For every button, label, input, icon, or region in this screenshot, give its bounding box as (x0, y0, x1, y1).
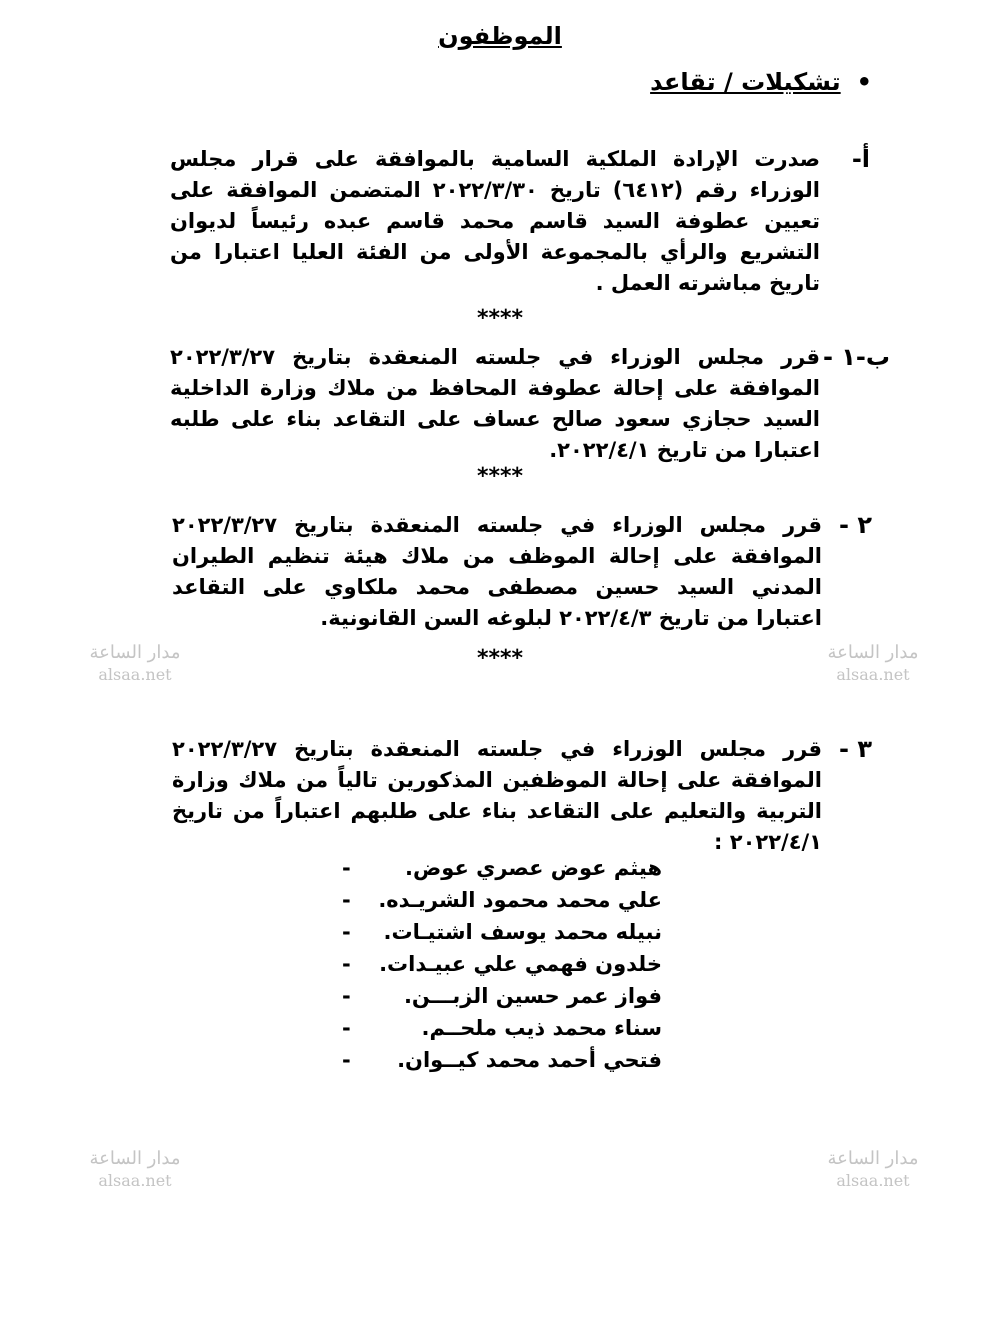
paragraph-b3-text: قرر مجلس الوزراء في جلسته المنعقدة بتاريخ ٢٠٢٢/٣/٢٧ الموافقة على إحالة الموظفين المذكورين تالياً من ملاك وزارة التربية والتعليم على التقاعد بناء على طلبهم اعتباراً من تاريخ ٢٠٢٢/٤/١ : (172, 737, 822, 854)
list-item (342, 948, 662, 980)
list-item (342, 1012, 662, 1044)
dash-icon: - (342, 1016, 351, 1040)
dash-icon: - (342, 856, 351, 880)
paragraph-b3-label: ٣ - (839, 735, 872, 763)
page-title: الموظفون (438, 22, 562, 50)
watermark: مدار الساعة alsaa.net (89, 1148, 181, 1190)
separator-2: **** (476, 464, 524, 489)
watermark: مدار الساعة alsaa.net (827, 642, 919, 684)
dash-icon: - (342, 984, 351, 1008)
list-item (342, 884, 662, 916)
retiree-name: علي محمد محمود الشريـده. (378, 888, 662, 912)
section-heading-text: تشكيلات / تقاعد (650, 68, 841, 96)
watermark: مدار الساعة alsaa.net (89, 642, 181, 684)
watermark: مدار الساعة alsaa.net (827, 1148, 919, 1190)
dash-icon: - (342, 1048, 351, 1072)
list-item (342, 980, 662, 1012)
retiree-name: خلدون فهمي علي عبيـدات. (379, 952, 662, 976)
list-item (342, 1044, 662, 1076)
dash-icon: - (342, 888, 351, 912)
paragraph-b1-text: قرر مجلس الوزراء في جلسته المنعقدة بتاريخ ٢٠٢٢/٣/٢٧ الموافقة على إحالة عطوفة المحافظ من ملاك وزارة الداخلية السيد حجازي سعود صالح عساف على التقاعد بناء على طلبه اعتبارا من تاريخ ٢٠٢٢/٤/١. (170, 345, 820, 462)
paragraph-a-text: صدرت الإرادة الملكية السامية بالموافقة على قرار مجلس الوزراء رقم (٦٤١٢) تاريخ ٢٠٢٢/٣/٣٠ المتضمن الموافقة على تعيين عطوفة السيد قاسم محمد قاسم عبده رئيساً لديوان التشريع والرأي بالمجموعة الأولى من الفئة العليا اعتبارا من تاريخ مباشرته العمل . (170, 147, 820, 295)
retiree-name: نبيله محمد يوسف اشتيـات. (383, 920, 662, 944)
retiree-name: سناء محمد ذيب ملحــم. (421, 1016, 662, 1040)
paragraph-b1-label: ب-١ - (822, 343, 890, 371)
separator-3: **** (476, 646, 524, 671)
section-heading (650, 68, 872, 96)
retiree-name: هيثم عوض عصري عوض. (405, 856, 662, 880)
dash-icon: - (342, 952, 351, 976)
bullet-icon: • (856, 68, 872, 96)
list-item (342, 852, 662, 884)
paragraph-b2-text: قرر مجلس الوزراء في جلسته المنعقدة بتاريخ ٢٠٢٢/٣/٢٧ الموافقة على إحالة الموظف من ملاك هيئة تنظيم الطيران المدني السيد حسين مصطفى محمد ملكاوي على التقاعد اعتبارا من تاريخ ٢٠٢٢/٤/٣ لبلوغه السن القانونية. (172, 513, 822, 630)
list-item (342, 916, 662, 948)
retiree-name: فواز عمر حسين الزبـــن. (403, 984, 662, 1008)
dash-icon: - (342, 920, 351, 944)
paragraph-a-label: أ- (851, 145, 870, 173)
paragraph-b2-label: ٢ - (839, 511, 872, 539)
separator-1: **** (476, 306, 524, 331)
retiree-name: فتحي أحمد محمد كيــوان. (397, 1048, 662, 1072)
retirees-list (342, 852, 662, 1076)
